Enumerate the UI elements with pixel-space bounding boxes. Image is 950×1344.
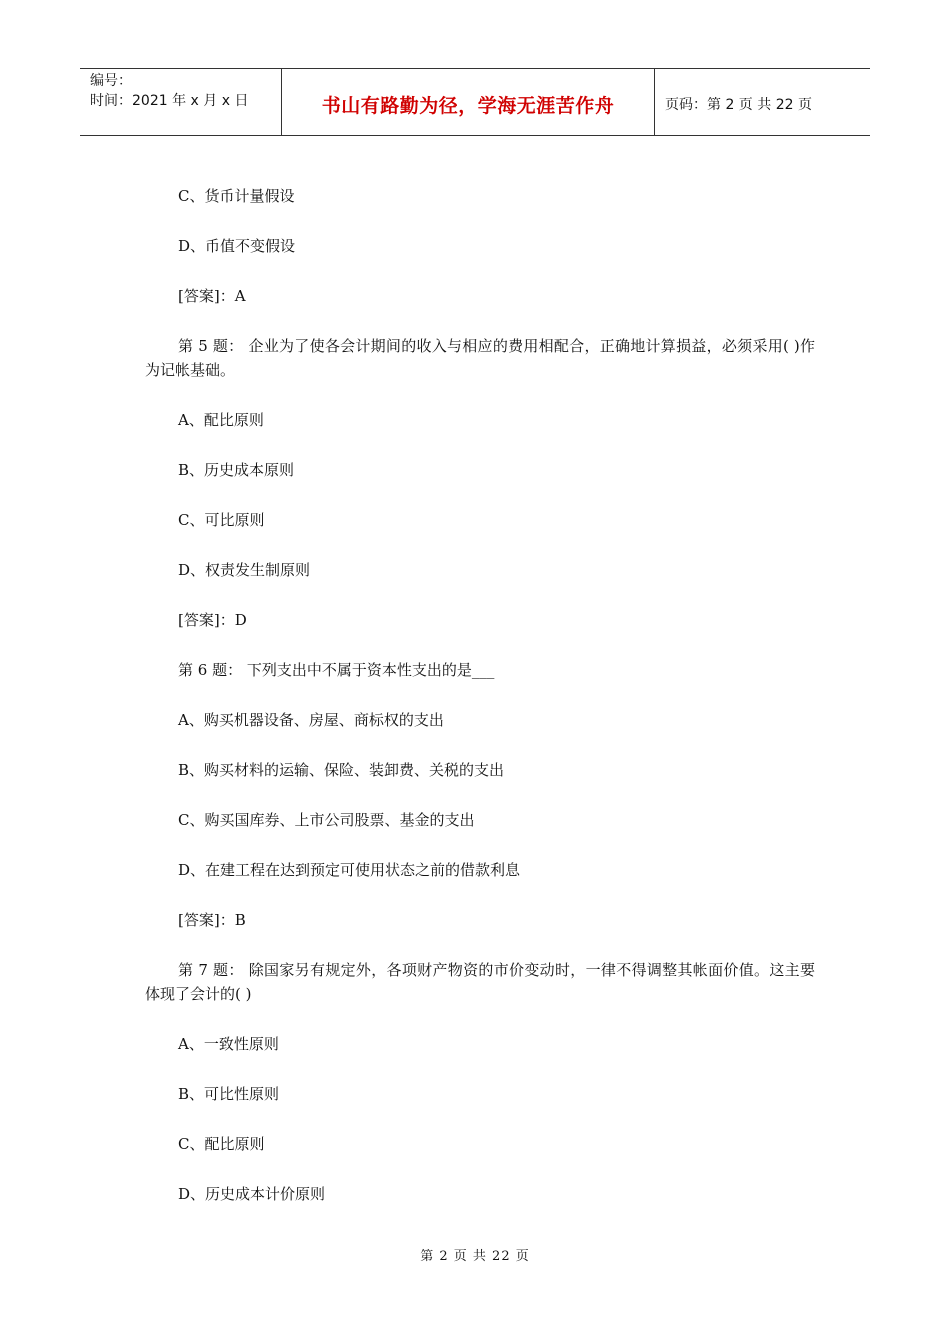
q4-option-d: D、币值不变假设 xyxy=(178,237,296,255)
header-meta xyxy=(80,69,282,135)
page-footer xyxy=(0,1245,950,1264)
q7-option-a: A、一致性原则 xyxy=(178,1035,279,1053)
q7-text: 第 7 题： 除国家另有规定外，各项财产物资的市价变动时，一律不得调整其帐面价值。这主要体现了会计的( ) xyxy=(145,961,815,1003)
q5-option-c: C、可比原则 xyxy=(178,511,265,529)
footer-page-number: 第 2 页 共 22 页 xyxy=(420,1249,530,1264)
header-page-info xyxy=(655,69,870,135)
q5-answer: [答案]：D xyxy=(178,611,247,629)
q6-option-c: C、购买国库券、上市公司股票、基金的支出 xyxy=(178,811,475,829)
motto-text: 书山有路勤为径，学海无涯苦作舟 xyxy=(321,94,615,117)
q6-answer: [答案]：B xyxy=(178,911,246,929)
q6-option-b: B、购买材料的运输、保险、装卸费、关税的支出 xyxy=(178,761,505,779)
q6-text: 第 6 题： 下列支出中不属于资本性支出的是___ xyxy=(178,661,495,679)
q5-option-d: D、权责发生制原则 xyxy=(178,561,311,579)
header-motto-cell xyxy=(282,69,655,135)
document-body xyxy=(145,184,815,1206)
q7-option-d: D、历史成本计价原则 xyxy=(178,1185,326,1203)
q6-option-d: D、在建工程在达到预定可使用状态之前的借款利息 xyxy=(178,861,521,879)
q7-option-c: C、配比原则 xyxy=(178,1135,265,1153)
q5-text: 第 5 题： 企业为了使各会计期间的收入与相应的费用相配合，正确地计算损益，必须采用( )作为记帐基础。 xyxy=(145,337,815,379)
time-label: 时间：2021 年 x 月 x 日 xyxy=(90,93,249,109)
q4-answer: [答案]：A xyxy=(178,287,246,305)
number-label: 编号： xyxy=(90,73,132,89)
q7-option-b: B、可比性原则 xyxy=(178,1085,280,1103)
page-header xyxy=(80,68,870,136)
q5-option-a: A、配比原则 xyxy=(178,411,264,429)
q6-option-a: A、购买机器设备、房屋、商标权的支出 xyxy=(178,711,444,729)
q5-option-b: B、历史成本原则 xyxy=(178,461,295,479)
page-info-text: 页码：第 2 页 共 22 页 xyxy=(665,97,812,113)
q4-option-c: C、货币计量假设 xyxy=(178,187,295,205)
